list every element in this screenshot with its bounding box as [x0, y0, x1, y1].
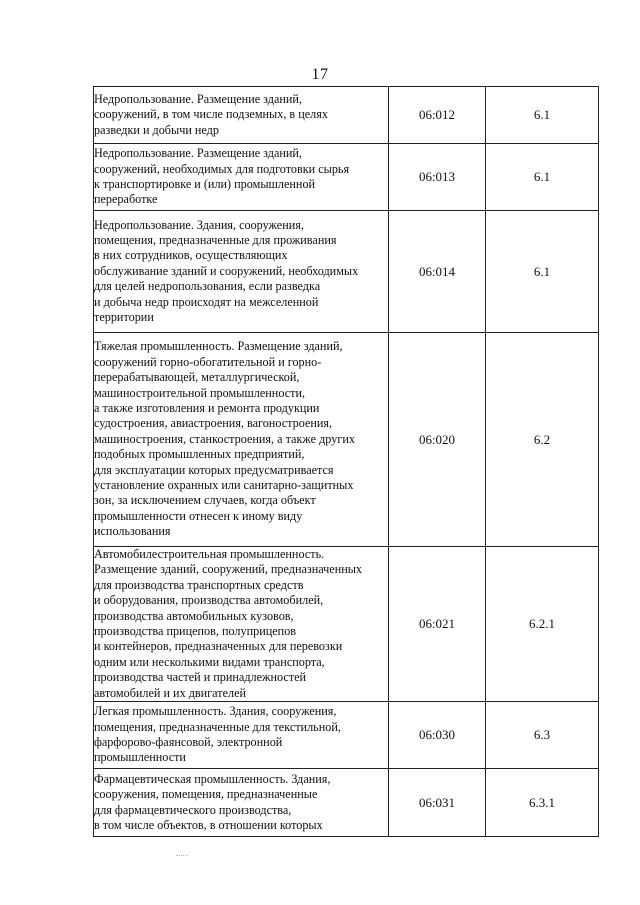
row-classifier-number: 6.3.1	[486, 769, 599, 837]
row-description	[94, 144, 389, 211]
page-number: 17	[311, 66, 329, 83]
description-line: для фармацевтического производства,	[94, 802, 292, 817]
description-line: Размещение зданий, сооружений, предназначенных	[94, 562, 363, 577]
description-line: для эксплуатации которых предусматривается	[94, 462, 334, 477]
description-line: автомобилей и их двигателей	[94, 685, 247, 700]
description-line: одним или несколькими видами транспорта,	[94, 654, 325, 669]
table-row	[94, 769, 599, 837]
description-line: в них сотрудников, осуществляющих	[94, 248, 288, 263]
description-line: для целей недропользования, если разведка	[94, 279, 321, 294]
row-code: 06:030	[389, 702, 486, 769]
row-code: 06:014	[389, 211, 486, 333]
description-line: производства прицепов, полуприцепов	[94, 624, 297, 639]
description-line: фарфорово-фаянсовой, электронной	[94, 735, 283, 750]
table-row	[94, 87, 599, 144]
table-row	[94, 547, 599, 702]
row-code: 06:020	[389, 333, 486, 547]
description-line: Автомобилестроительная промышленность.	[94, 547, 325, 561]
row-code: 06:031	[389, 769, 486, 837]
description-line: обслуживание зданий и сооружений, необходимых	[94, 263, 359, 278]
description-line: машиностроения, станкостроения, а также других	[94, 431, 355, 446]
description-line: производства автомобильных кузовов,	[94, 608, 294, 623]
description-line: и добыча недр происходят на межселенной	[94, 294, 319, 309]
description-line: Недропользование. Размещение зданий,	[94, 91, 302, 106]
table-row	[94, 144, 599, 211]
row-classifier-number: 6.2	[486, 333, 599, 547]
row-classifier-number: 6.1	[486, 211, 599, 333]
description-line: и оборудования, производства автомобилей,	[94, 593, 324, 608]
row-code: 06:021	[389, 547, 486, 702]
description-line: сооружений, необходимых для подготовки сырья	[94, 161, 350, 176]
row-code: 06:012	[389, 87, 486, 144]
description-line: а также изготовления и ремонта продукции	[94, 400, 320, 415]
description-line: сооружений, в том числе подземных, в целях	[94, 107, 328, 122]
description-line: и контейнеров, предназначенных для перевозки	[94, 639, 343, 654]
row-description	[94, 87, 389, 144]
description-line: использования	[94, 524, 171, 539]
description-line: перерабатывающей, металлургической,	[94, 370, 300, 385]
row-description	[94, 769, 389, 837]
description-line: для производства транспортных средств	[94, 577, 304, 592]
description-line: помещения, предназначенные для проживания	[94, 232, 337, 247]
description-line: в том числе объектов, в отношении которых	[94, 817, 323, 832]
row-description	[94, 547, 389, 702]
description-line: разведки и добычи недр	[94, 122, 219, 137]
description-line: Фармацевтическая промышленность. Здания,	[94, 771, 331, 786]
description-line: зон, за исключением случаев, когда объект	[94, 493, 316, 508]
description-line: Недропользование. Здания, сооружения,	[94, 217, 304, 232]
table-row	[94, 702, 599, 769]
description-line: Недропользование. Размещение зданий,	[94, 146, 302, 161]
description-line: территории	[94, 310, 154, 325]
row-description	[94, 702, 389, 769]
land-use-table	[93, 86, 599, 837]
row-description	[94, 333, 389, 547]
row-classifier-number: 6.2.1	[486, 547, 599, 702]
description-line: переработке	[94, 192, 158, 207]
description-line: Тяжелая промышленность. Размещение зданий,	[94, 339, 343, 354]
description-line: Легкая промышленность. Здания, сооружения,	[94, 704, 337, 719]
description-line: судостроения, авиастроения, вагоностроения,	[94, 416, 333, 431]
description-line: производства частей и принадлежностей	[94, 670, 307, 685]
description-line: подобных промышленных предприятий,	[94, 447, 305, 462]
description-line: установление охранных или санитарно-защитных	[94, 478, 354, 493]
row-code: 06:013	[389, 144, 486, 211]
scan-mark	[176, 855, 188, 856]
table-row	[94, 333, 599, 547]
description-line: к транспортировке и (или) промышленной	[94, 177, 316, 191]
description-line: сооружения, помещения, предназначенные	[94, 787, 318, 802]
table-row	[94, 211, 599, 333]
row-description	[94, 211, 389, 333]
row-classifier-number: 6.1	[486, 144, 599, 211]
description-line: помещения, предназначенные для текстильной,	[94, 719, 341, 734]
description-line: промышленности отнесен к иному виду	[94, 508, 303, 523]
description-line: промышленности	[94, 750, 186, 765]
description-line: машиностроительной промышленности,	[94, 385, 306, 400]
description-line: сооружений горно-обогатительной и горно-	[94, 354, 322, 369]
row-classifier-number: 6.3	[486, 702, 599, 769]
row-classifier-number: 6.1	[486, 87, 599, 144]
